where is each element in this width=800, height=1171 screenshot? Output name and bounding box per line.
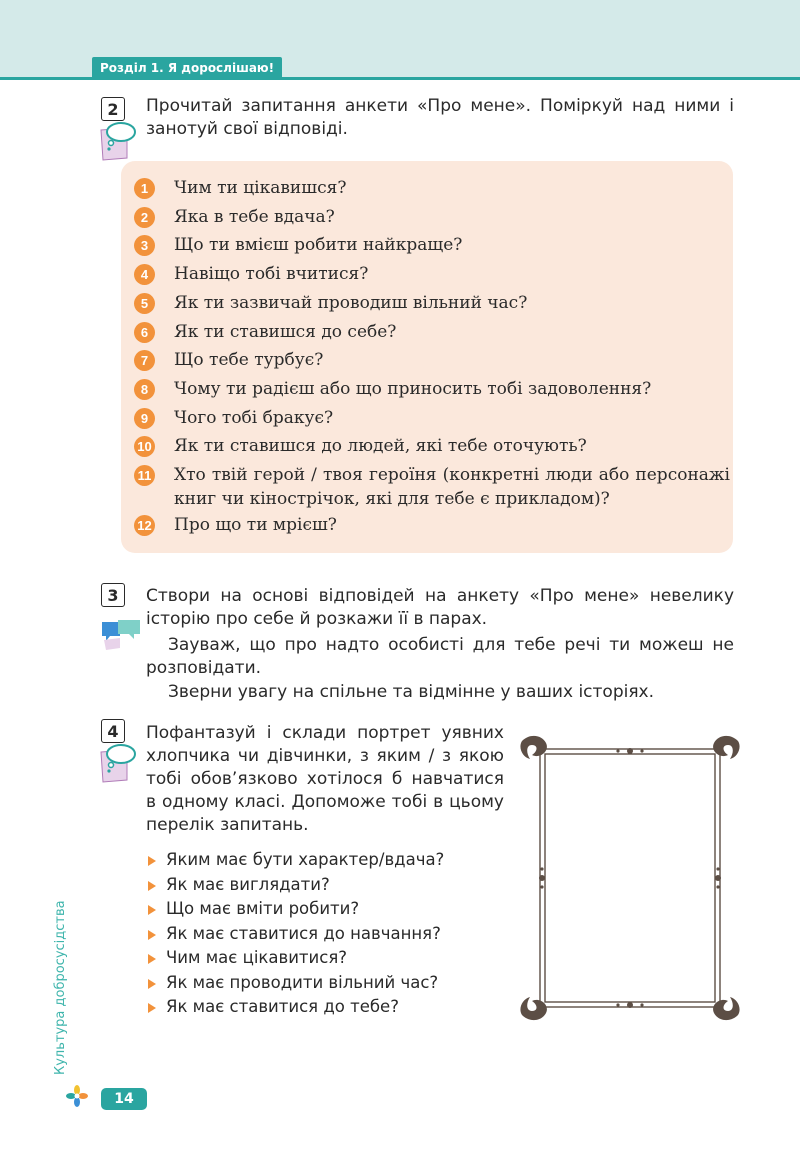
question-text: Хто твій герой / твоя героїня (конкретні люди або персонажі книг чи кінострічок, які для тебе є прикладом)? (174, 465, 730, 510)
question-item (134, 203, 730, 232)
question-item (134, 346, 730, 375)
task2-intro: Прочитай запитання анкети «Про мене». Поміркуй над ними і занотуй свої відповіді. (146, 96, 734, 139)
bullet-text: Як має проводити вільний час? (166, 972, 439, 992)
task-number-2: 2 (101, 97, 125, 121)
question-number-badge: 5 (134, 293, 155, 314)
speech-bubbles-icon (100, 618, 142, 656)
task4-intro: Пофантазуй і склади портрет уявних хлопчика чи дівчинки, з яким / з якою тобі обов’язково хотілося б навчатися в одному класі. Допоможе тобі в цьому перелік запитань. (146, 723, 504, 835)
question-number-badge: 7 (134, 350, 155, 371)
bullet-text: Як має виглядати? (166, 874, 330, 894)
bullet-item (148, 995, 444, 1020)
questionnaire-list (134, 174, 730, 540)
question-item (134, 174, 730, 203)
bullet-text: Чим має цікавитися? (166, 948, 348, 967)
question-number-badge: 6 (134, 322, 155, 343)
task3-paragraph-2: Зауваж, що про надто особисті для тебе речі ти можеш не розповідати. (146, 635, 734, 678)
question-text: Чому ти радієш або що приносить тобі задоволення? (174, 378, 652, 399)
question-number-badge: 9 (134, 408, 155, 429)
task4-question-list (148, 848, 444, 1020)
question-number-badge: 11 (134, 465, 155, 486)
question-item (134, 289, 730, 318)
question-text: Як ти ставишся до людей, які тебе оточують? (174, 436, 587, 457)
bullet-item (148, 848, 444, 873)
bullet-item (148, 873, 444, 898)
question-number-badge: 3 (134, 235, 155, 256)
triangle-bullet-icon (148, 856, 156, 866)
question-text: Про що ти мрієш? (174, 515, 337, 536)
question-text: Що тебе турбує? (174, 350, 324, 371)
bullet-text: Що має вміти робити? (166, 899, 360, 918)
bullet-item (148, 946, 444, 971)
question-text: Чого тобі бракує? (174, 407, 334, 428)
question-text: Як ти ставишся до себе? (174, 321, 397, 342)
question-number-badge: 2 (134, 207, 155, 228)
question-number-badge: 1 (134, 178, 155, 199)
question-text: Яка в тебе вдача? (174, 206, 335, 227)
triangle-bullet-icon (148, 979, 156, 989)
task-number-3: 3 (101, 583, 125, 607)
question-number-badge: 8 (134, 379, 155, 400)
bullet-item (148, 897, 444, 922)
question-item (134, 260, 730, 289)
question-item (134, 511, 730, 540)
triangle-bullet-icon (148, 1003, 156, 1013)
question-text: Як ти зазвичай проводиш вільний час? (174, 292, 528, 313)
question-number-badge: 10 (134, 436, 155, 457)
page-number: 14 (101, 1088, 147, 1110)
section-label: Розділ 1. Я дорослішаю! (92, 57, 282, 79)
question-item (134, 432, 730, 461)
decorative-portrait-frame (520, 733, 740, 1023)
question-item (134, 461, 730, 511)
triangle-bullet-icon (148, 954, 156, 964)
side-running-title: Культура добросусідства (53, 900, 68, 1075)
question-item (134, 231, 730, 260)
flower-logo-icon (66, 1085, 88, 1111)
bullet-text: Яким має бути характер/вдача? (166, 850, 445, 869)
bullet-text: Як має ставитися до навчання? (166, 923, 441, 943)
question-item (134, 318, 730, 347)
question-text: Що ти вмієш робити найкраще? (174, 235, 463, 256)
question-item (134, 375, 730, 404)
triangle-bullet-icon (148, 905, 156, 915)
question-number-badge: 12 (134, 515, 155, 536)
thought-bubble-icon (97, 740, 141, 788)
task-number-4: 4 (101, 719, 125, 743)
question-text: Навіщо тобі вчитися? (174, 264, 369, 285)
thought-bubble-icon (97, 118, 141, 166)
question-number-badge: 4 (134, 264, 155, 285)
bullet-item (148, 971, 444, 996)
triangle-bullet-icon (148, 930, 156, 940)
bullet-item (148, 922, 444, 947)
triangle-bullet-icon (148, 881, 156, 891)
task3-paragraph-1: Створи на основі відповідей на анкету «Про мене» невелику історію про себе й розкажи її в парах. (146, 586, 734, 629)
question-text: Чим ти цікавишся? (174, 178, 347, 198)
question-item (134, 404, 730, 433)
task3-paragraph-3: Зверни увагу на спільне та відмінне у ваших історіях. (168, 682, 655, 702)
bullet-text: Як має ставитися до тебе? (166, 997, 399, 1016)
